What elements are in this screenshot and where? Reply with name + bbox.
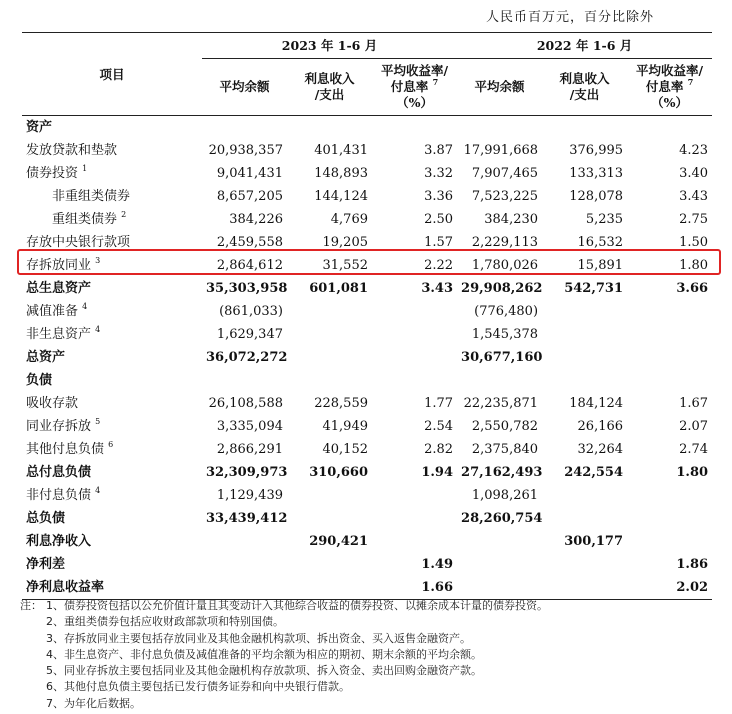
table-cell: 1.66 [372, 576, 457, 600]
table-cell: 1.94 [421, 465, 454, 480]
table-cell: 32,264 [577, 442, 624, 457]
table-cell: 20,938,357 [208, 143, 283, 158]
table-cell [287, 323, 372, 346]
footnote [20, 598, 548, 614]
footnote-prefix [20, 631, 46, 647]
table-row [22, 576, 712, 600]
table-cell: 1.77 [424, 396, 454, 411]
table-cell [372, 323, 457, 346]
footnotes [20, 598, 548, 712]
table-cell: 28,260,754 [461, 511, 543, 526]
footnote-prefix: 注： [20, 599, 42, 612]
table-cell: 1,629,347 [216, 327, 283, 342]
row-label: 同业存拆放 $^5$ [26, 417, 101, 434]
table-cell: 2,375,840 [471, 442, 539, 457]
footnote-text: 4、非生息资产、非付息负债及减值准备的平均余额为相应的期初、期末余额的平均余额。 [46, 647, 482, 661]
footnote-prefix [20, 679, 46, 695]
footnote-text: 1、债券投资包括以公允价值计量且其变动计入其他综合收益的债券投资、以摊余成本计量的债券投资。 [46, 599, 548, 612]
table-cell [627, 300, 712, 323]
table-cell [542, 300, 627, 323]
table-cell [542, 346, 627, 369]
table-cell: 1,129,439 [216, 488, 283, 503]
footnote-text: 6、其他付息负债主要包括已发行债务证券和向中央银行借款。 [46, 680, 350, 694]
table-cell: 384,226 [229, 212, 283, 227]
table-cell: 19,205 [322, 235, 368, 250]
table-cell: 27,162,493 [461, 465, 543, 480]
table-cell [542, 507, 627, 530]
table-cell: 36,072,272 [206, 350, 288, 365]
row-label: 其他付息负债 $^6$ [26, 440, 114, 457]
table-cell: 401,431 [314, 143, 368, 158]
table-row [22, 369, 712, 392]
row-label: 总资产 [26, 350, 66, 365]
table-cell [372, 346, 457, 369]
row-label: 资产 [26, 120, 53, 135]
table-cell: 300,177 [564, 534, 624, 549]
row-label: 吸收存款 [26, 396, 79, 411]
footnote-text: 2、重组类债券包括应收财政部款项和特别国债。 [46, 615, 284, 629]
footnote-prefix [20, 663, 46, 679]
table-cell: 8,657,205 [216, 189, 283, 204]
table-cell: 4,769 [330, 212, 368, 227]
table-cell: 542,731 [564, 281, 624, 296]
footnote-text: 3、存拆放同业主要包括存放同业及其他金融机构款项、拆出资金、买入返售金融资产。 [46, 631, 471, 645]
footnote [20, 614, 548, 630]
header-avg-balance-2023: 平均余额 [202, 59, 287, 116]
year-2023: 2023 年 1-6 月 [202, 33, 457, 59]
table-cell: 2.54 [424, 419, 454, 434]
table-cell [372, 507, 457, 530]
table-cell [542, 553, 627, 576]
table-cell: 3.87 [424, 143, 454, 158]
table-row [22, 208, 712, 231]
footnote-prefix [20, 696, 46, 712]
table-cell [287, 553, 372, 576]
table-cell: 2,864,612 [216, 258, 283, 273]
table-cell: 376,995 [569, 143, 624, 158]
table-cell: 29,908,262 [461, 281, 543, 296]
footnote-text: 7、为年化后数据。 [46, 696, 141, 710]
table-cell: 242,554 [564, 465, 624, 480]
table-cell [287, 484, 372, 507]
table-row [22, 139, 712, 162]
table-cell [627, 116, 712, 140]
table-cell [372, 369, 457, 392]
table-cell: 310,660 [309, 465, 368, 480]
table-cell [457, 576, 542, 600]
table-row [22, 461, 712, 484]
row-label: 债券投资 $^1$ [26, 164, 88, 181]
table-cell [287, 576, 372, 600]
table-cell: 1,780,026 [471, 258, 539, 273]
footnote [20, 647, 548, 663]
table-cell: 2.50 [424, 212, 454, 227]
table-cell: (776,480) [474, 304, 539, 319]
table-cell: 2.75 [679, 212, 709, 227]
table-cell: (861,033) [219, 304, 283, 319]
table-cell [372, 116, 457, 140]
table-cell: 2,229,113 [471, 235, 539, 250]
table-cell: 601,081 [309, 281, 368, 296]
table-cell: 133,313 [569, 166, 624, 181]
table-cell [287, 369, 372, 392]
interest-table [22, 32, 712, 600]
table-cell: 7,907,465 [471, 166, 539, 181]
table-row [22, 553, 712, 576]
table-cell: 3.40 [679, 166, 709, 181]
table-cell: 1.57 [424, 235, 454, 250]
table-cell: 1,545,378 [471, 327, 539, 342]
table-cell [457, 116, 542, 140]
table-cell [202, 116, 287, 140]
table-cell [542, 323, 627, 346]
row-label: 净利差 [26, 557, 66, 572]
table-cell [372, 484, 457, 507]
table-row [22, 346, 712, 369]
header-yield-2022: 平均收益率/ 付息率 $^7$ （%） [627, 59, 712, 116]
table-cell: 148,893 [314, 166, 368, 181]
table-row [22, 484, 712, 507]
table-row [22, 507, 712, 530]
table-cell: 17,991,668 [463, 143, 539, 158]
footnote [20, 631, 548, 647]
table-cell: 33,439,412 [206, 511, 288, 526]
row-label: 总付息负债 [26, 465, 92, 480]
header-interest-2023: 利息收入 /支出 [287, 59, 372, 116]
table-cell: 2,550,782 [471, 419, 539, 434]
table-cell [627, 369, 712, 392]
table-cell [542, 484, 627, 507]
row-label: 存拆放同业 $^3$ [26, 256, 101, 273]
table-cell: 22,235,871 [463, 396, 539, 411]
table-cell: 31,552 [322, 258, 368, 273]
table-cell [202, 576, 287, 600]
table-cell: 7,523,225 [471, 189, 539, 204]
header-avg-balance-2022: 平均余额 [457, 59, 542, 116]
table-cell: 128,078 [569, 189, 624, 204]
table-body [22, 116, 712, 600]
table-cell: 26,108,588 [208, 396, 283, 411]
table-cell [627, 323, 712, 346]
table-cell: 2.07 [679, 419, 709, 434]
table-cell [627, 484, 712, 507]
table-cell [627, 530, 712, 553]
row-label: 利息净收入 [26, 534, 92, 549]
footnote-prefix [20, 614, 46, 630]
table-cell: 9,041,431 [216, 166, 283, 181]
table-cell: 1.86 [676, 557, 709, 572]
table-cell: 2.74 [679, 442, 709, 457]
table-row [22, 162, 712, 185]
footnote [20, 663, 548, 679]
table-row [22, 231, 712, 254]
table-cell [457, 530, 542, 553]
table-row [22, 116, 712, 140]
table-row [22, 277, 712, 300]
table-row [22, 415, 712, 438]
table-cell: 3.32 [424, 166, 454, 181]
table-cell [287, 346, 372, 369]
row-label: 非生息资产 $^4$ [26, 325, 101, 342]
table-cell: 1.50 [679, 235, 709, 250]
table-cell [627, 507, 712, 530]
table-cell: 4.23 [679, 143, 709, 158]
table-cell: 3.43 [421, 281, 454, 296]
year-2022: 2022 年 1-6 月 [457, 33, 712, 59]
table-cell: 3,335,094 [216, 419, 283, 434]
table-cell: 15,891 [577, 258, 624, 273]
table-row [22, 392, 712, 415]
row-label: 发放贷款和垫款 [26, 143, 118, 158]
table-cell [372, 300, 457, 323]
row-label: 负债 [26, 373, 53, 388]
footnote-text: 5、同业存拆放主要包括同业及其他金融机构存放款项、拆入资金、卖出回购金融资产款。 [46, 664, 482, 678]
table-row [22, 185, 712, 208]
table-cell: 2,866,291 [216, 442, 283, 457]
table-cell [287, 507, 372, 530]
table-cell: 40,152 [322, 442, 368, 457]
table-cell: 3.43 [679, 189, 709, 204]
table-cell: 30,677,160 [461, 350, 543, 365]
table-row [22, 254, 712, 277]
table-cell [202, 553, 287, 576]
table-cell: 384,230 [484, 212, 539, 227]
table-cell: 1,098,261 [471, 488, 539, 503]
table-row [22, 438, 712, 461]
row-label: 总生息资产 [26, 281, 92, 296]
table-cell: 228,559 [314, 396, 368, 411]
table-cell [457, 553, 542, 576]
table-cell: 3.36 [424, 189, 454, 204]
header-blank [22, 33, 202, 116]
row-label: 存放中央银行款项 [26, 235, 131, 250]
table-cell: 2.22 [424, 258, 454, 273]
table-cell [372, 530, 457, 553]
header-item: 项目 [99, 66, 125, 82]
table-row [22, 530, 712, 553]
table-cell: 290,421 [309, 534, 368, 549]
table-cell [542, 116, 627, 140]
table-cell: 1.80 [676, 465, 709, 480]
table-cell: 184,124 [569, 396, 624, 411]
table-cell: 1.67 [679, 396, 709, 411]
table-cell: 41,949 [322, 419, 368, 434]
table-cell [287, 116, 372, 140]
table-cell: 26,166 [577, 419, 624, 434]
table-cell: 144,124 [314, 189, 368, 204]
header-yield-2023: 平均收益率/ 付息率 $^7$ （%） [372, 59, 457, 116]
footnote-prefix [20, 647, 46, 663]
row-label: 净利息收益率 [22, 576, 202, 600]
row-label: 减值准备 $^4$ [26, 302, 88, 319]
table-cell: 2.82 [424, 442, 454, 457]
table-cell: 35,303,958 [206, 281, 288, 296]
table-cell: 2.02 [627, 576, 712, 600]
footnote [20, 696, 548, 712]
unit-note: 人民币百万元，百分比除外 [485, 10, 654, 25]
table-cell: 2,459,558 [216, 235, 283, 250]
header-interest-2022: 利息收入 /支出 [542, 59, 627, 116]
table-cell [287, 300, 372, 323]
table-cell: 16,532 [577, 235, 624, 250]
table-cell [202, 530, 287, 553]
row-label: 总负债 [26, 511, 66, 526]
footnote [20, 679, 548, 695]
table-cell: 3.66 [676, 281, 709, 296]
table-row [22, 300, 712, 323]
row-label: 非付息负债 $^4$ [26, 486, 101, 503]
table-cell [542, 576, 627, 600]
table-cell [627, 346, 712, 369]
table-row [22, 323, 712, 346]
row-label: 重组类债券 $^2$ [52, 210, 127, 227]
table-cell: 32,309,973 [206, 465, 288, 480]
table-cell: 5,235 [585, 212, 624, 227]
table-cell [542, 369, 627, 392]
table-cell: 1.80 [679, 258, 709, 273]
row-label: 非重组类债券 [52, 189, 131, 204]
table-cell [202, 369, 287, 392]
table-cell: 1.49 [421, 557, 454, 572]
table-cell [457, 369, 542, 392]
